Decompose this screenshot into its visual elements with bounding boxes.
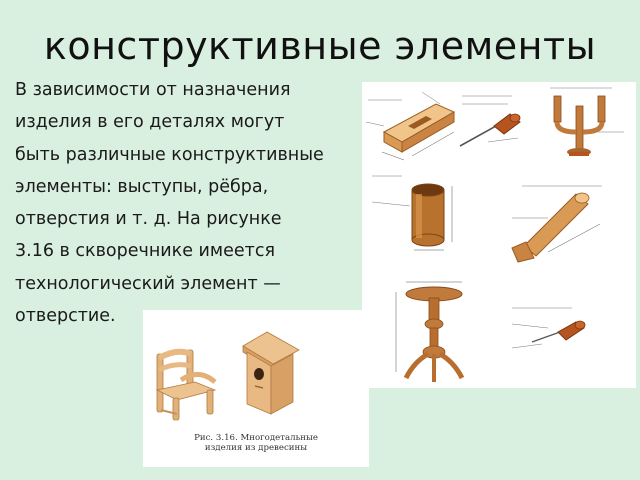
turned-stool-drawing (396, 282, 462, 382)
chair-birdhouse-figure (143, 310, 369, 467)
cylinder-cup-drawing (372, 176, 452, 250)
chair-birdhouse-illustration (143, 310, 369, 430)
slide-body-text: В зависимости от назначения изделия в его деталях могут быть различные конструктивные элементы: выступы, рёбра, отверстия и т. д. На рисунке 3.16 в скворечнике имеется технологический элемент — отверстие. (15, 80, 324, 327)
slide-title: конструктивные элементы (43, 24, 597, 68)
wooden-parts-drawings-figure (362, 82, 636, 388)
screwdriver-drawing (460, 96, 520, 146)
candelabra-drawing (550, 88, 624, 156)
birdhouse-drawing (243, 332, 299, 414)
mallet-handle-drawing (512, 186, 602, 262)
grooved-bar-drawing (366, 92, 454, 160)
awl-drawing (512, 308, 585, 348)
wooden-parts-drawings (362, 82, 636, 388)
wooden-chair-drawing (157, 350, 215, 420)
entrance-hole (254, 368, 264, 380)
figure-caption: Рис. 3.16. Многодетальные изделия из древесины (194, 433, 318, 453)
